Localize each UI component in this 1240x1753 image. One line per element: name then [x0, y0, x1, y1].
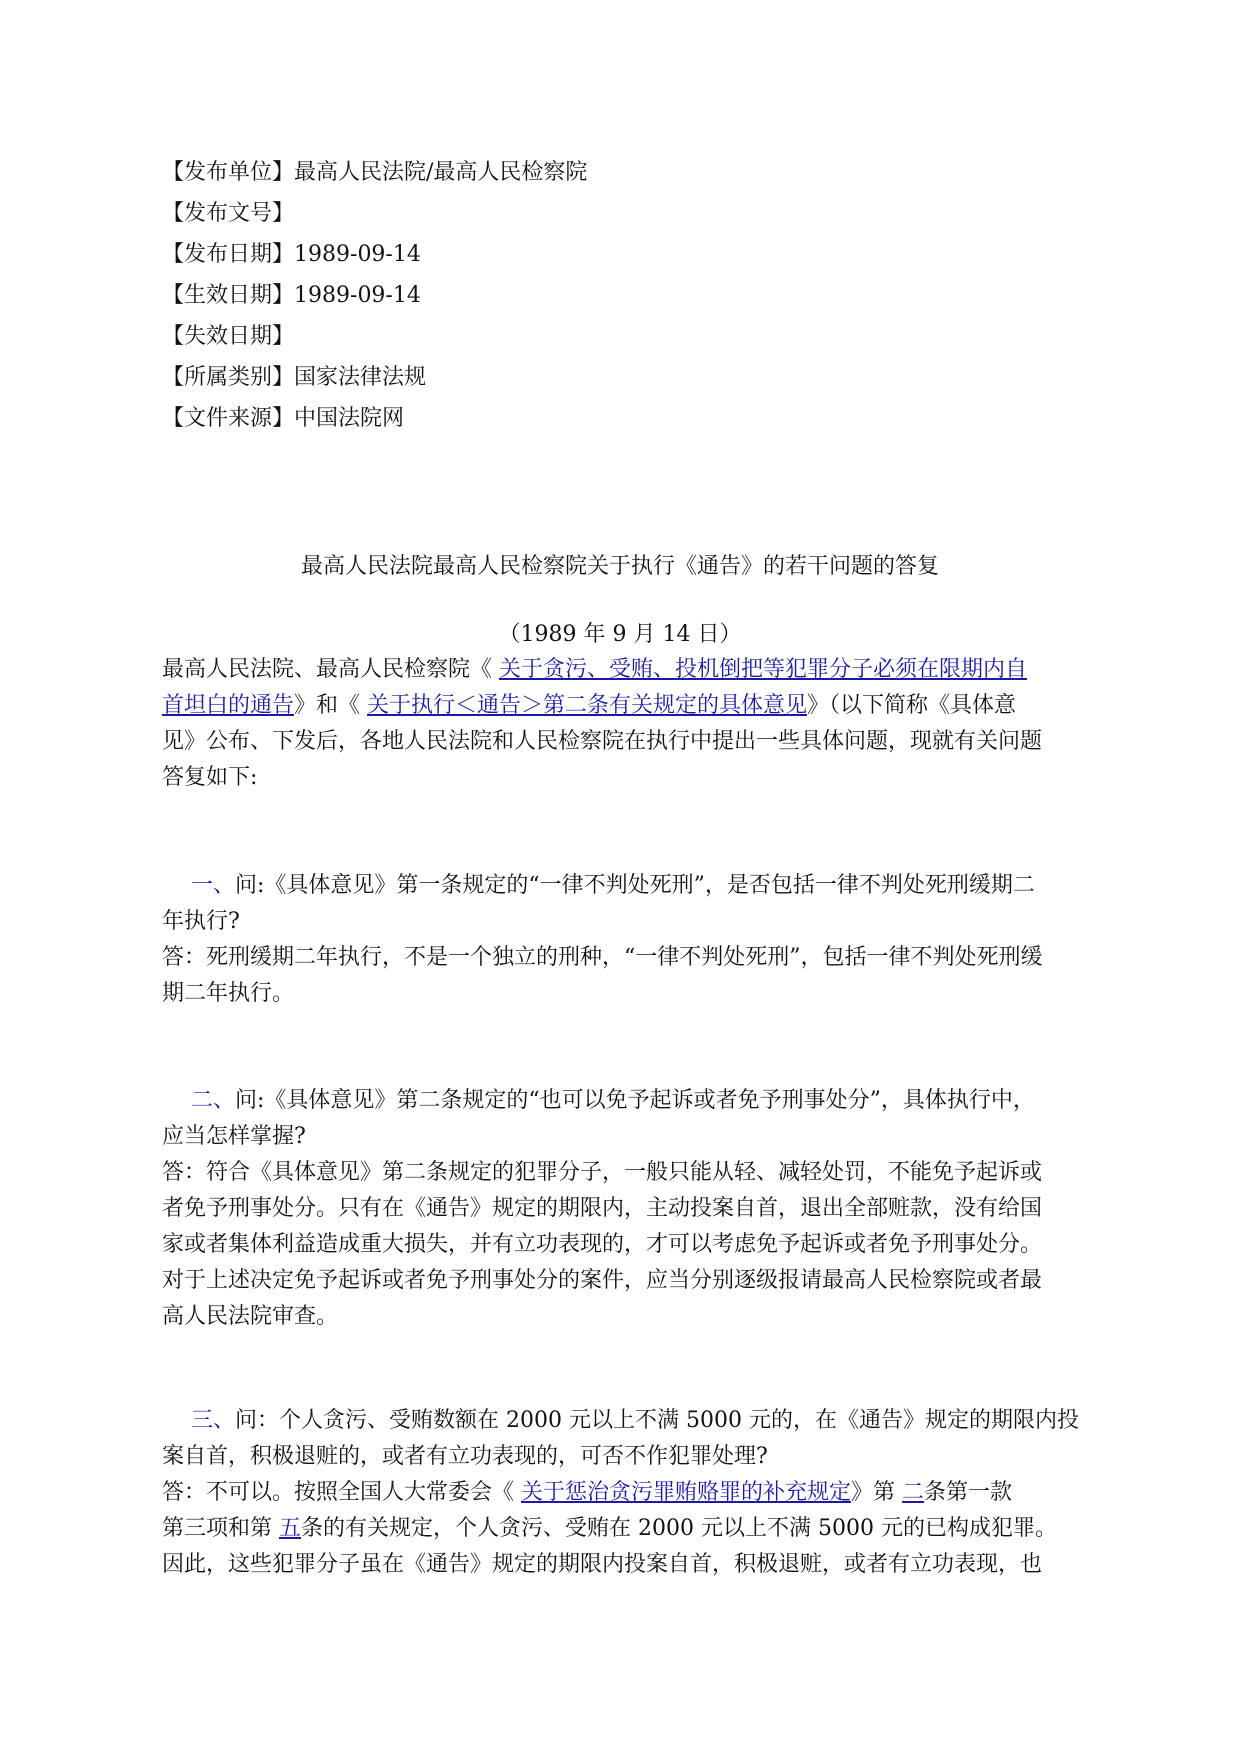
text-span: 条第一款: [924, 1480, 1013, 1505]
meta-value: 国家法律法规: [294, 365, 427, 390]
meta-expiry-date: [162, 316, 587, 357]
meta-value: 最高人民法院/最高人民检察院: [294, 160, 588, 185]
text-line: 应当怎样掌握?: [162, 1124, 306, 1149]
meta-label: 【文件来源】: [162, 406, 295, 431]
text-line: 答复如下:: [162, 765, 258, 790]
text-line: [162, 652, 1082, 688]
text-line: [162, 868, 1082, 904]
meta-label: 【发布单位】: [162, 160, 295, 185]
article-5-link[interactable]: 五: [279, 1516, 302, 1541]
notice-link-continued[interactable]: 首坦白的通告: [162, 693, 295, 718]
meta-effective-date: [162, 275, 587, 316]
supplementary-provisions-link[interactable]: 关于惩治贪污罪贿赂罪的补充规定: [521, 1480, 852, 1505]
answer-line: 者免予刑事处分。只有在《通告》规定的期限内，主动投案自首，退出全部赃款，没有给国: [162, 1196, 1043, 1221]
text-line: 案自首，积极退赃的，或者有立功表现的，可否不作犯罪处理?: [162, 1444, 768, 1469]
question-text: 问:《具体意见》第二条规定的“也可以免予起诉或者免予刑事处分”，具体执行中，: [235, 1088, 1035, 1113]
meta-value: 1989-09-14: [294, 283, 421, 308]
question-2: [162, 1083, 1082, 1335]
notice-link[interactable]: 关于贪污、受贿、投机倒把等犯罪分子必须在限期内自: [499, 657, 1028, 682]
answer-line: 家或者集体利益造成重大损失，并有立功表现的，才可以考虑免予起诉或者免予刑事处分。: [162, 1232, 1043, 1257]
meta-label: 【发布日期】: [162, 242, 295, 267]
text-line: [162, 1083, 1082, 1119]
meta-source: [162, 398, 587, 439]
question-3: [162, 1403, 1082, 1583]
answer-line: 高人民法院审查。: [162, 1304, 339, 1329]
text-span: 》第: [851, 1480, 903, 1505]
metadata-section: [162, 152, 587, 439]
meta-label: 【所属类别】: [162, 365, 295, 390]
meta-issuer: [162, 152, 587, 193]
answer-line: [162, 1511, 1082, 1547]
meta-label: 【失效日期】: [162, 324, 295, 349]
text-line: 年执行?: [162, 909, 240, 934]
meta-value: 中国法院网: [294, 406, 405, 431]
text-span: 条的有关规定，个人贪污、受贿在 2000 元以上不满 5000 元的已构成犯罪。: [301, 1516, 1057, 1541]
text-span: 》和《: [294, 693, 368, 718]
meta-publish-date: [162, 234, 587, 275]
intro-paragraph: [162, 652, 1082, 796]
question-number: 二、: [191, 1088, 236, 1113]
document-date: （1989 年 9 月 14 日）: [498, 622, 742, 647]
article-2-link[interactable]: 二: [902, 1480, 925, 1505]
answer-line: 答：符合《具体意见》第二条规定的犯罪分子，一般只能从轻、减轻处罚，不能免予起诉或: [162, 1160, 1043, 1185]
opinion-link[interactable]: 关于执行＜通告＞第二条有关规定的具体意见: [367, 693, 808, 718]
answer-line: [162, 1475, 1082, 1511]
question-text: 问:《具体意见》第一条规定的“一律不判处死刑”，是否包括一律不判处死刑缓期二: [235, 873, 1035, 898]
meta-doc-number: [162, 193, 587, 234]
meta-label: 【发布文号】: [162, 201, 295, 226]
question-1: [162, 868, 1082, 1012]
text-span: 答：不可以。按照全国人大常委会《: [162, 1480, 521, 1505]
answer-line: 对于上述决定免予起诉或者免予刑事处分的案件，应当分别逐级报请最高人民检察院或者最: [162, 1268, 1043, 1293]
text-line: 见》公布、下发后，各地人民法院和人民检察院在执行中提出一些具体问题，现就有关问题: [162, 729, 1043, 754]
answer-line: 期二年执行。: [162, 981, 295, 1006]
text-line: [162, 688, 1082, 724]
answer-line: 因此，这些犯罪分子虽在《通告》规定的期限内投案自首，积极退赃，或者有立功表现，也: [162, 1552, 1043, 1577]
meta-label: 【生效日期】: [162, 283, 295, 308]
question-number: 三、: [191, 1408, 236, 1433]
text-span: 最高人民法院、最高人民检察院《: [162, 657, 499, 682]
answer-line: 答：死刑缓期二年执行，不是一个独立的刑种，“一律不判处死刑”，包括一律不判处死刑缓: [162, 945, 1043, 970]
meta-category: [162, 357, 587, 398]
text-span: 第三项和第: [162, 1516, 279, 1541]
text-span: 》（以下简称《具体意: [807, 693, 1017, 718]
meta-value: 1989-09-14: [294, 242, 421, 267]
question-text: 问：个人贪污、受贿数额在 2000 元以上不满 5000 元的，在《通告》规定的期限内投: [235, 1408, 1079, 1433]
text-line: [162, 1403, 1082, 1439]
document-title: 最高人民法院最高人民检察院关于执行《通告》的若干问题的答复: [300, 554, 939, 579]
question-number: 一、: [191, 873, 236, 898]
